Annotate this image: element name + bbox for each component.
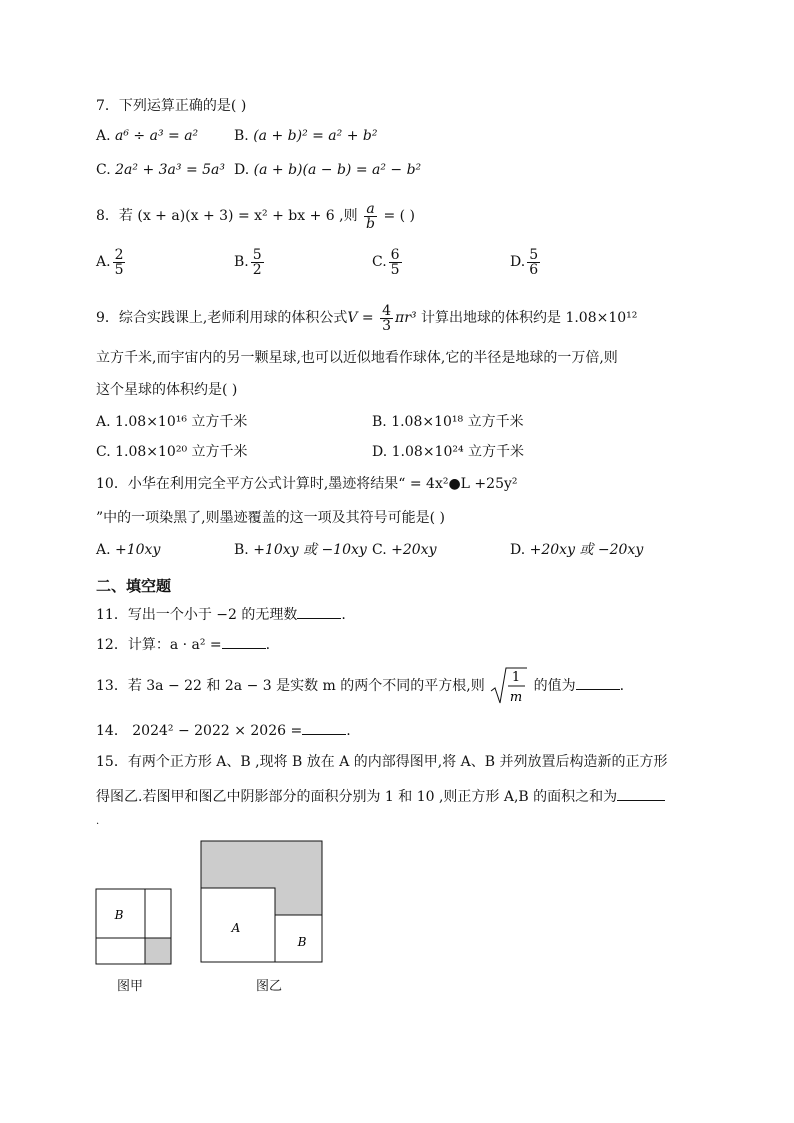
q12-answer-blank[interactable] — [222, 634, 266, 649]
q15-line1: 15．有两个正方形 A、B ,现将 B 放在 A 的内部得图甲,将 A、B 并列放置后构造新的正方形 — [96, 754, 668, 770]
q10-option-d: D. +20xy 或 −20xy — [510, 542, 644, 558]
q9-option-b: B. 1.08×10¹⁸ 立方千米 — [372, 414, 524, 430]
q9-line1: 9．综合实践课上,老师利用球的体积公式V = $\frac{4}{3}$ πr³ 计算出地球的体积约是 1.08×10¹² — [96, 302, 638, 334]
q13: 13．若 3a − 22 和 2a − 3 是实数 m 的两个不同的平方根,则 1 m 的值为 . — [96, 664, 624, 708]
q9-line3: 这个星球的体积约是( ) — [96, 382, 238, 398]
figure-yi — [200, 840, 324, 964]
figure-jia-caption: 图甲 — [117, 979, 144, 994]
q8-ratio-fraction: $\frac{a}{b}$ — [366, 200, 375, 232]
sqrt-symbol — [489, 664, 529, 708]
figure-jia — [95, 888, 173, 966]
q12: 12．计算：a · a² = . — [96, 634, 270, 655]
q8-option-b: B. $\frac{5}{2}$ — [234, 246, 262, 278]
q10-option-a: A. +10xy — [96, 542, 161, 558]
q7-option-a: A. a⁶ ÷ a³ = a² — [96, 128, 199, 144]
figure-yi-label-a: A — [231, 921, 241, 935]
q9-option-c: C. 1.08×10²⁰ 立方千米 — [96, 444, 248, 460]
q8-stem: 8．若 (x + a)(x + 3) = x² + bx + 6 ,则 $\frac{a}{b}$ = ( ) — [96, 200, 416, 232]
q15-answer-blank[interactable] — [617, 786, 665, 801]
q7-option-b: B. (a + b)² = a² + b² — [234, 128, 378, 144]
figure-yi-label-b: B — [297, 935, 307, 949]
q9-volume-fraction: $\frac{4}{3}$ — [382, 302, 392, 334]
q8-option-a: A. $\frac{2}{5}$ — [96, 246, 124, 278]
q7-option-d: D. (a + b)(a − b) = a² − b² — [234, 162, 422, 178]
q9-option-d: D. 1.08×10²⁴ 立方千米 — [372, 444, 525, 460]
svg-text:m: m — [510, 690, 523, 705]
figure-jia-label-b: B — [114, 908, 124, 922]
q11-answer-blank[interactable] — [297, 604, 341, 619]
q10-option-c: C. +20xy — [372, 542, 437, 558]
svg-text:1: 1 — [512, 670, 521, 685]
q14-answer-blank[interactable] — [302, 720, 346, 735]
q9-option-a: A. 1.08×10¹⁶ 立方千米 — [96, 414, 248, 430]
q9-line2: 立方千米,而宇宙内的另一颗星球,也可以近似地看作球体,它的半径是地球的一万倍,则 — [96, 350, 618, 366]
q8-option-c: C. $\frac{6}{5}$ — [372, 246, 400, 278]
section-heading-fill-in: 二、填空题 — [96, 577, 172, 595]
q10-line1: 10．小华在利用完全平方公式计算时,墨迹将结果“ = 4x²●L +25y² — [96, 476, 518, 492]
q8-option-d: D. $\frac{5}{6}$ — [510, 246, 539, 278]
q7-option-c: C. 2a² + 3a³ = 5a³ — [96, 162, 225, 178]
q15-end: . — [96, 816, 100, 827]
q10-line2: ”中的一项染黑了,则墨迹覆盖的这一项及其符号可能是( ) — [96, 510, 445, 526]
q14: 14． 2024² − 2022 × 2026 = . — [96, 720, 351, 741]
q11: 11．写出一个小于 −2 的无理数 . — [96, 604, 346, 625]
figure-yi-caption: 图乙 — [256, 979, 283, 994]
q10-option-b: B. +10xy 或 −10xy — [234, 542, 367, 558]
q15-line2: 得图乙.若图甲和图乙中阴影部分的面积分别为 1 和 10 ,则正方形 A,B 的面积之和为 — [96, 786, 665, 807]
q13-answer-blank[interactable] — [576, 675, 620, 690]
q7-stem: 7．下列运算正确的是( ) — [96, 98, 247, 114]
figure-jia-shaded-square — [145, 938, 171, 964]
